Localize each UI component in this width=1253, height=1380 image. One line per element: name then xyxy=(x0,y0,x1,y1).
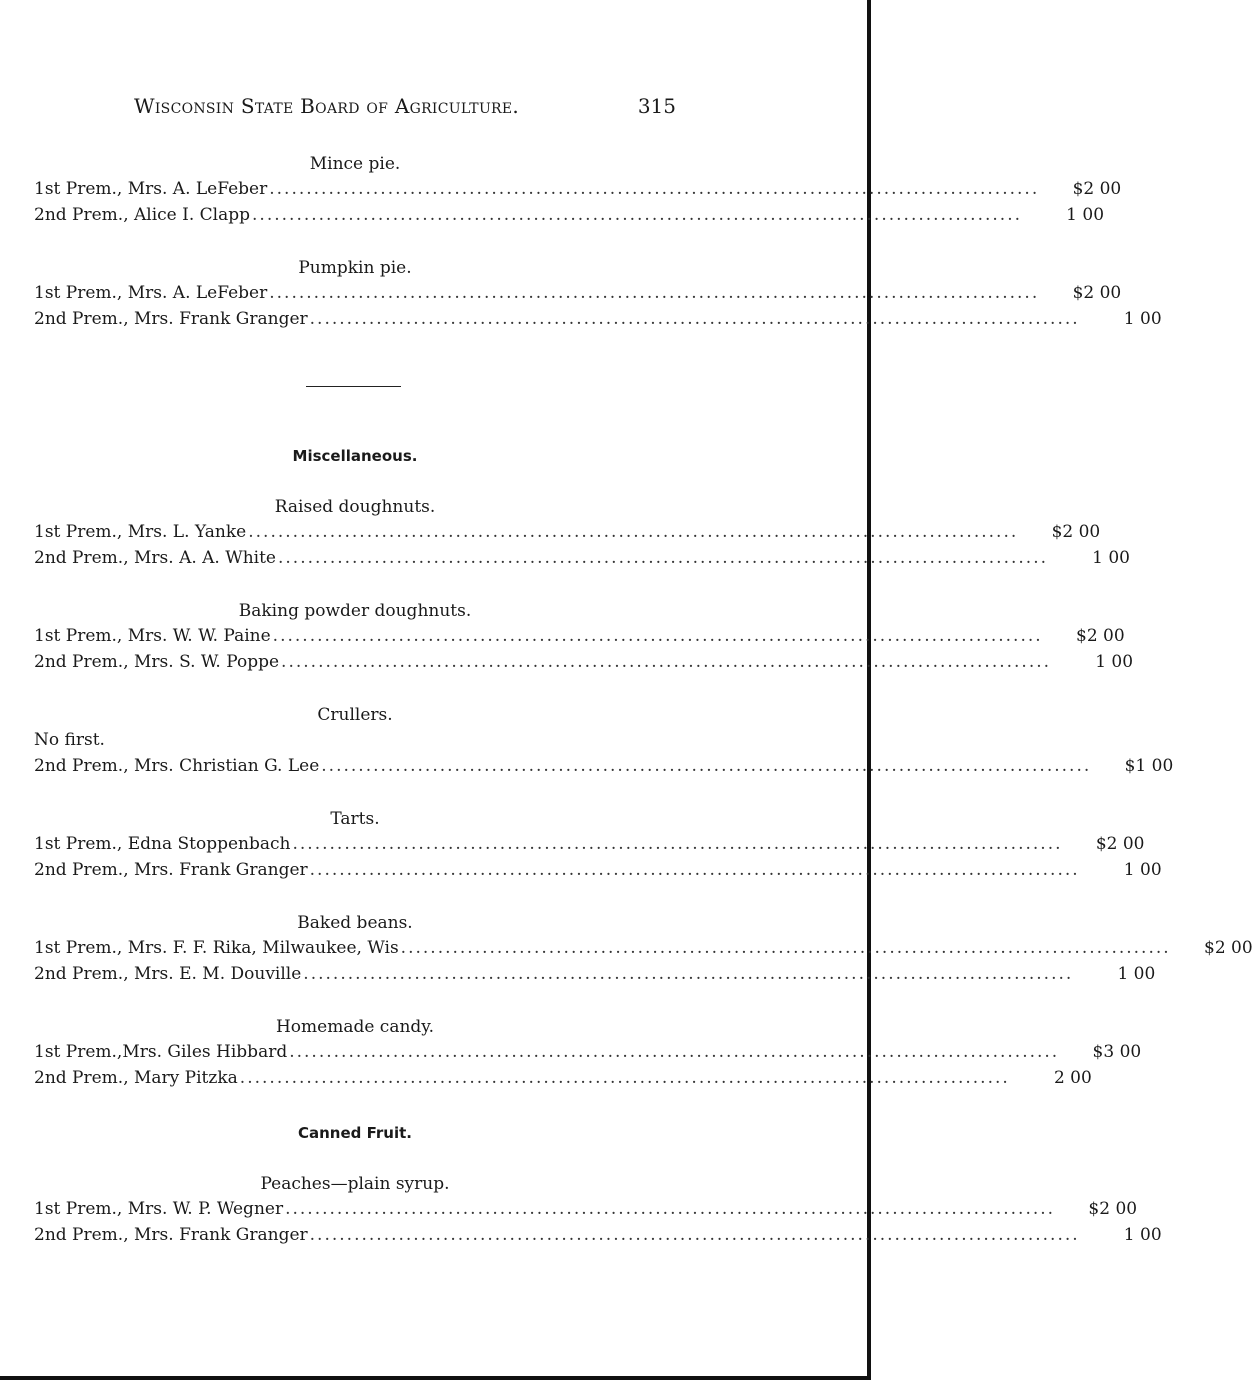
premium-amount: 1 00 xyxy=(1095,651,1134,672)
leader-dots: ........................................................................................................ xyxy=(289,1042,1060,1062)
premium-amount: $2 00 xyxy=(1072,283,1122,303)
premium-row xyxy=(34,832,1145,858)
running-header-title: Wisconsin State Board of Agriculture. xyxy=(134,94,520,118)
running-header xyxy=(134,94,676,124)
premium-row xyxy=(34,203,1105,229)
leader-dots: ........................................................................................................ xyxy=(303,963,1074,984)
premium-winner: 2nd Prem., Mrs. A. A. White xyxy=(34,547,276,568)
premium-amount: 1 00 xyxy=(1123,1224,1162,1245)
premium-winner: 2nd Prem., Mrs. Frank Granger xyxy=(34,859,308,880)
page-number: 315 xyxy=(637,94,676,118)
premium-row xyxy=(34,546,1130,572)
premium-amount: $3 00 xyxy=(1092,1042,1142,1062)
section-heading: Canned Fruit. xyxy=(298,1124,412,1142)
leader-dots: ........................................................................................................ xyxy=(281,651,1052,672)
premium-row xyxy=(34,281,1122,307)
premium-amount: 1 00 xyxy=(1117,963,1156,984)
premium-row xyxy=(34,936,1253,962)
premium-amount: $2 00 xyxy=(1095,834,1145,854)
leader-dots: ........................................................................................................ xyxy=(292,834,1063,854)
premium-row xyxy=(34,177,1122,203)
leader-dots: ........................................................................................................ xyxy=(309,859,1080,880)
premium-winner: 1st Prem., Edna Stoppenbach xyxy=(34,834,291,854)
leader-dots: ........................................................................................................ xyxy=(309,1224,1080,1245)
page-edge-bottom xyxy=(0,1376,871,1380)
premium-winner: 1st Prem., Mrs. A. LeFeber xyxy=(34,283,268,303)
premium-amount: 1 00 xyxy=(1123,308,1162,329)
premium-amount: $2 00 xyxy=(1076,626,1125,646)
category-heading: Homemade candy. xyxy=(275,1017,435,1037)
premium-amount: $2 00 xyxy=(1088,1199,1138,1219)
category-heading: Baked beans. xyxy=(297,913,413,933)
leader-dots: ........................................................................................................ xyxy=(269,179,1040,199)
category-heading: Baking powder doughnuts. xyxy=(238,601,472,621)
premium-winner: 2nd Prem., Mrs. S. W. Poppe xyxy=(34,651,280,672)
leader-dots: ........................................................................................................ xyxy=(278,547,1048,568)
premium-amount: 1 00 xyxy=(1123,859,1162,880)
premium-list xyxy=(34,152,1253,1248)
premium-winner: 1st Prem.,Mrs. Giles Hibbard xyxy=(34,1042,288,1062)
premium-winner: 2nd Prem., Mary Pitzka xyxy=(34,1067,238,1088)
premium-winner: 2nd Prem., Mrs. Frank Granger xyxy=(34,308,308,329)
section-divider-rule xyxy=(306,386,401,387)
premium-row xyxy=(34,624,1125,650)
premium-amount: $2 00 xyxy=(1051,522,1101,542)
leader-dots: ........................................................................................................ xyxy=(309,308,1080,329)
premium-winner: 1st Prem., Mrs. F. F. Rika, Milwaukee, Wis xyxy=(34,938,399,958)
premium-amount: $1 00 xyxy=(1124,755,1174,776)
leader-dots: ........................................................................................................ xyxy=(269,283,1040,303)
premium-row xyxy=(34,858,1162,884)
leader-dots: ........................................................................................................ xyxy=(400,938,1171,958)
category-heading: Mince pie. xyxy=(309,154,401,174)
category-heading: Pumpkin pie. xyxy=(298,258,412,278)
premium-winner: 1st Prem., Mrs. W. P. Wegner xyxy=(34,1199,284,1219)
premium-winner: 1st Prem., Mrs. W. W. Paine xyxy=(34,626,271,646)
premium-amount: 2 00 xyxy=(1053,1067,1092,1088)
category-heading: Peaches—plain syrup. xyxy=(260,1174,450,1194)
premium-row xyxy=(34,754,1174,780)
premium-row xyxy=(34,1066,1092,1092)
premium-amount: $2 00 xyxy=(1204,938,1253,958)
leader-dots: ........................................................................................................ xyxy=(252,204,1023,225)
leader-dots: ........................................................................................................ xyxy=(248,522,1019,542)
premium-row xyxy=(34,1197,1138,1223)
premium-winner: 2nd Prem., Alice I. Clapp xyxy=(34,204,251,225)
leader-dots: ........................................................................................................ xyxy=(239,1067,1010,1088)
premium-row xyxy=(34,650,1134,676)
premium-winner: 2nd Prem., Mrs. Christian G. Lee xyxy=(34,755,320,776)
premium-amount: 1 00 xyxy=(1092,547,1130,568)
category-heading: Raised doughnuts. xyxy=(274,497,436,517)
premium-winner: 1st Prem., Mrs. A. LeFeber xyxy=(34,179,268,199)
premium-winner: 1st Prem., Mrs. L. Yanke xyxy=(34,522,247,542)
premium-row xyxy=(34,307,1162,333)
no-first-note: No first. xyxy=(34,730,105,750)
section-heading: Miscellaneous. xyxy=(292,447,418,465)
premium-row xyxy=(34,1223,1162,1249)
category-heading: Tarts. xyxy=(330,809,380,829)
premium-amount: 1 00 xyxy=(1066,204,1105,225)
premium-winner: 2nd Prem., Mrs. Frank Granger xyxy=(34,1224,308,1245)
premium-row xyxy=(34,1040,1142,1066)
category-heading: Crullers. xyxy=(317,705,393,725)
premium-amount: $2 00 xyxy=(1072,179,1122,199)
premium-winner: 2nd Prem., Mrs. E. M. Douville xyxy=(34,963,302,984)
leader-dots: ........................................................................................................ xyxy=(272,626,1043,646)
leader-dots: ........................................................................................................ xyxy=(321,755,1092,776)
leader-dots: ........................................................................................................ xyxy=(285,1199,1056,1219)
premium-row xyxy=(34,520,1101,546)
premium-row xyxy=(34,962,1156,988)
